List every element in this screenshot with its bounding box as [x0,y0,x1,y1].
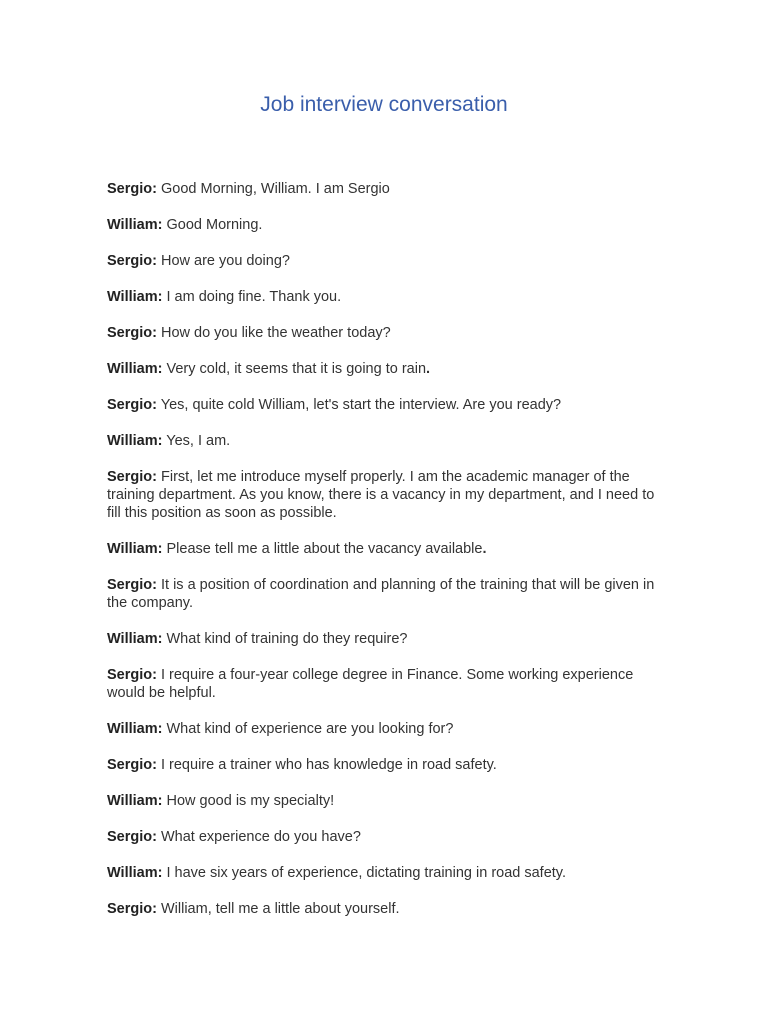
dialogue-text: I require a trainer who has knowledge in road safety. [160,757,497,773]
dialogue-line [107,720,667,738]
speaker-name: Sergio: [107,253,157,269]
dialogue-text: Yes, I am. [166,433,231,449]
dialogue-text: Please tell me a little about the vacancy available [166,541,483,557]
dialogue-line [107,432,667,450]
speaker-name: Sergio: [107,829,157,845]
speaker-name: Sergio: [107,577,157,593]
dialogue-line [107,216,667,234]
speaker-name: William: [107,217,163,233]
dialogue-line [107,630,667,648]
dialogue-line [107,540,667,558]
speaker-name: William: [107,865,163,881]
dialogue-text: How do you like the weather today? [160,325,391,341]
dialogue-line [107,360,667,378]
dialogue-line [107,324,667,342]
speaker-name: Sergio: [107,469,157,485]
dialogue-text: Good Morning, William. I am Sergio [160,181,390,197]
dialogue-line [107,468,667,522]
speaker-name: Sergio: [107,397,157,413]
dialogue-text: First, let me introduce myself properly. I am the academic manager of the training department. As you know, there is a vacancy in my department, and I need to fill this position as soon as possible. [107,469,655,521]
dialogue-text: It is a position of coordination and planning of the training that will be given in the company. [107,577,655,611]
dialogue-line [107,792,667,810]
dialogue-text: What kind of training do they require? [166,631,408,647]
dialogue-line [107,396,667,414]
dialogue-line [107,666,667,702]
speaker-name: William: [107,289,163,305]
speaker-name: Sergio: [107,181,157,197]
speaker-name: Sergio: [107,757,157,773]
dialogue-line [107,252,667,270]
speaker-name: Sergio: [107,667,157,683]
conversation [107,180,667,936]
dialogue-line [107,828,667,846]
dialogue-text: William, tell me a little about yourself. [160,901,400,917]
dialogue-text: I have six years of experience, dictating training in road safety. [166,865,567,881]
dialogue-text: I require a four-year college degree in Finance. Some working experience would be helpful. [107,667,634,701]
dialogue-text: What experience do you have? [160,829,361,845]
dialogue-line [107,180,667,198]
speaker-name: William: [107,631,163,647]
dialogue-line [107,756,667,774]
dialogue-line [107,288,667,306]
speaker-name: William: [107,433,163,449]
dialogue-text: What kind of experience are you looking for? [166,721,454,737]
speaker-name: William: [107,793,163,809]
dialogue-text: How are you doing? [160,253,290,269]
dialogue-punctuation: . [426,361,431,377]
speaker-name: Sergio: [107,901,157,917]
dialogue-text: How good is my specialty! [166,793,335,809]
speaker-name: Sergio: [107,325,157,341]
speaker-name: William: [107,721,163,737]
document-title: Job interview conversation [260,93,508,116]
speaker-name: William: [107,361,163,377]
dialogue-line [107,900,667,918]
speaker-name: William: [107,541,163,557]
dialogue-line [107,576,667,612]
dialogue-text: Very cold, it seems that it is going to rain [166,361,427,377]
dialogue-text: Yes, quite cold William, let's start the interview. Are you ready? [160,397,562,413]
dialogue-punctuation: . [482,541,487,557]
dialogue-line [107,864,667,882]
dialogue-text: Good Morning. [166,217,263,233]
dialogue-text: I am doing fine. Thank you. [166,289,342,305]
